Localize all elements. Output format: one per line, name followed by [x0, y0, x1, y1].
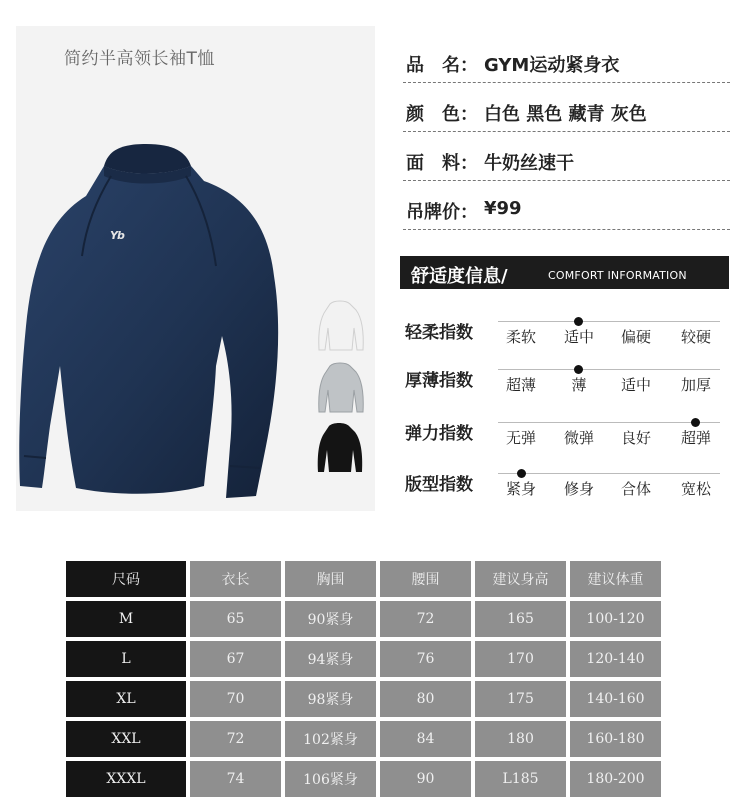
index-option: 无弹	[505, 429, 536, 447]
table-cell: 70	[190, 681, 281, 717]
index-track	[498, 422, 720, 423]
index-option: 超弹	[680, 429, 711, 447]
table-cell: XL	[66, 681, 186, 717]
index-marker	[691, 418, 700, 427]
spec-value: 牛奶丝速干	[484, 153, 574, 174]
table-row	[66, 721, 661, 757]
black-shirt-thumbnail[interactable]	[314, 420, 366, 476]
table-cell: L	[66, 641, 186, 677]
table-cell: 175	[475, 681, 566, 717]
index-option: 合体	[620, 480, 651, 498]
table-cell: 98紧身	[285, 681, 376, 717]
spec-key: 品 名：	[406, 55, 478, 76]
table-cell: L185	[475, 761, 566, 797]
product-photo	[16, 26, 375, 511]
index-track	[498, 473, 720, 474]
table-header-row	[66, 561, 661, 597]
table-cell: 106紧身	[285, 761, 376, 797]
grey-shirt-thumbnail[interactable]	[316, 360, 366, 416]
table-cell: 100-120	[570, 601, 661, 637]
index-option: 柔软	[505, 328, 536, 346]
table-cell: 80	[380, 681, 471, 717]
comfort-title: 舒适度信息/	[411, 266, 508, 287]
table-cell: 160-180	[570, 721, 661, 757]
index-label: 轻柔指数	[405, 323, 473, 343]
index-option: 薄	[571, 376, 587, 394]
spec-key: 面 料：	[406, 153, 478, 174]
spec-key: 吊牌价：	[406, 202, 478, 223]
table-cell: 180-200	[570, 761, 661, 797]
index-marker	[517, 469, 526, 478]
index-option: 紧身	[505, 480, 536, 498]
table-header: 建议体重	[570, 561, 661, 597]
spec-value: 白色 黑色 藏青 灰色	[484, 104, 647, 125]
index-option: 较硬	[680, 328, 711, 346]
elasticity-index	[400, 419, 730, 469]
table-row	[66, 681, 661, 717]
spec-tag-price	[403, 181, 730, 230]
index-option: 适中	[620, 376, 651, 394]
spec-value: ¥99	[484, 198, 522, 219]
spec-fabric	[403, 132, 730, 181]
index-label: 弹力指数	[405, 424, 473, 444]
brand-logo: Yb	[110, 229, 124, 242]
table-cell: 72	[190, 721, 281, 757]
table-header: 腰围	[380, 561, 471, 597]
table-cell: 102紧身	[285, 721, 376, 757]
fit-index	[400, 470, 730, 520]
table-cell: 74	[190, 761, 281, 797]
table-cell: 140-160	[570, 681, 661, 717]
index-track	[498, 369, 720, 370]
table-cell: 170	[475, 641, 566, 677]
thickness-index	[400, 366, 730, 416]
index-label: 版型指数	[405, 475, 473, 495]
spec-value: GYM运动紧身衣	[484, 55, 620, 76]
index-option: 偏硬	[620, 328, 651, 346]
table-row	[66, 761, 661, 797]
index-track	[498, 321, 720, 322]
table-cell: 84	[380, 721, 471, 757]
spec-colors	[403, 83, 730, 132]
index-option: 修身	[563, 480, 594, 498]
table-cell: 67	[190, 641, 281, 677]
comfort-header	[400, 256, 729, 289]
table-cell: 94紧身	[285, 641, 376, 677]
table-cell: 90紧身	[285, 601, 376, 637]
index-option: 超薄	[505, 376, 536, 394]
size-table	[62, 557, 665, 800]
index-option: 宽松	[680, 480, 711, 498]
table-cell: 72	[380, 601, 471, 637]
table-cell: 76	[380, 641, 471, 677]
index-label: 厚薄指数	[405, 371, 473, 391]
photo-caption: 简约半高领长袖T恤	[64, 49, 215, 69]
table-cell: 65	[190, 601, 281, 637]
table-cell: XXXL	[66, 761, 186, 797]
table-header: 衣长	[190, 561, 281, 597]
index-option: 适中	[563, 328, 594, 346]
table-header: 建议身高	[475, 561, 566, 597]
spec-product-name	[403, 34, 730, 83]
table-cell: M	[66, 601, 186, 637]
table-header: 胸围	[285, 561, 376, 597]
spec-key: 颜 色：	[406, 104, 478, 125]
table-row	[66, 641, 661, 677]
table-cell: 180	[475, 721, 566, 757]
table-cell: 165	[475, 601, 566, 637]
white-shirt-thumbnail[interactable]	[316, 298, 366, 354]
index-option: 良好	[620, 429, 651, 447]
softness-index	[400, 318, 730, 368]
index-option: 微弹	[563, 429, 594, 447]
comfort-subtitle: COMFORT INFORMATION	[548, 269, 687, 282]
index-option: 加厚	[680, 376, 711, 394]
table-cell: XXL	[66, 721, 186, 757]
table-cell: 120-140	[570, 641, 661, 677]
table-cell: 90	[380, 761, 471, 797]
index-marker	[574, 365, 583, 374]
table-row	[66, 601, 661, 637]
table-header: 尺码	[66, 561, 186, 597]
index-marker	[574, 317, 583, 326]
